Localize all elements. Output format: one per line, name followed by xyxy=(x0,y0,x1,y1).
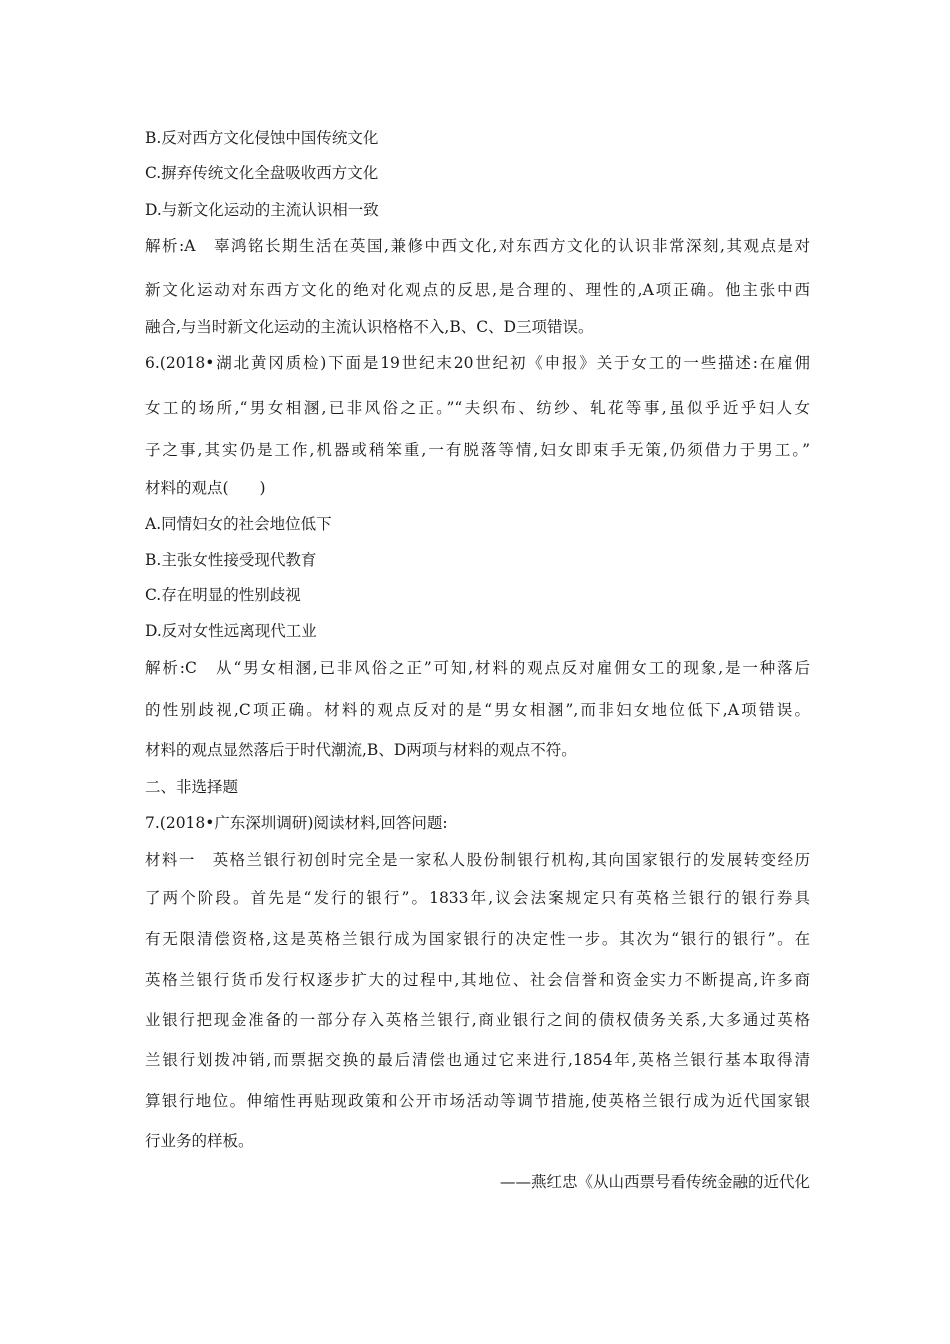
q6-stem-line-3: 子之事,其实仍是工作,机器或稍笨重,一有脱落等情,妇女即束手无策,仍须借力于男工。” xyxy=(145,441,810,459)
q5-analysis-line-1: 解析:A 辜鸿铭长期生活在英国,兼修中西文化,对东西方文化的认识非常深刻,其观点是对 xyxy=(145,237,810,255)
q6-stem-line-4: 材料的观点( ) xyxy=(145,479,266,497)
q7-material-line-8: 行业务的样板。 xyxy=(145,1132,254,1150)
q6-stem-line-2: 女工的场所,“男女相溷,已非风俗之正。”“夫织布、纺纱、轧花等事,虽似乎近乎妇人女 xyxy=(145,399,810,417)
q7-material-source: ——燕红忠《从山西票号看传统金融的近代化 xyxy=(499,1173,810,1191)
q5-option-c: C.摒弃传统文化全盘吸收西方文化 xyxy=(145,164,379,182)
q6-stem-line-1: 6.(2018•湖北黄冈质检)下面是19世纪末20世纪初《申报》关于女工的一些描述:在雇佣 xyxy=(145,354,810,372)
q7-material-line-5: 业银行把现金准备的一部分存入英格兰银行,商业银行之间的债权债务关系,大多通过英格 xyxy=(145,1011,810,1029)
q7-material-line-3: 有无限清偿资格,这是英格兰银行成为国家银行的决定性一步。其次为“银行的银行”。在 xyxy=(145,930,810,948)
q6-option-c: C.存在明显的性别歧视 xyxy=(145,586,301,604)
q5-option-b: B.反对西方文化侵蚀中国传统文化 xyxy=(145,129,379,147)
section-heading: 二、非选择题 xyxy=(145,778,239,796)
q7-material-line-6: 兰银行划拨冲销,而票据交换的最后清偿也通过它来进行,1854年,英格兰银行基本取得清 xyxy=(145,1051,810,1069)
q6-option-d: D.反对女性远离现代工业 xyxy=(145,622,317,640)
q6-analysis-line-1: 解析:C 从“男女相溷,已非风俗之正”可知,材料的观点反对雇佣女工的现象,是一种落后 xyxy=(145,659,810,677)
q7-stem: 7.(2018•广东深圳调研)阅读材料,回答问题: xyxy=(145,814,448,832)
q6-option-b: B.主张女性接受现代教育 xyxy=(145,551,317,569)
q7-material-line-2: 了两个阶段。首先是“发行的银行”。1833年,议会法案规定只有英格兰银行的银行券具 xyxy=(145,889,810,907)
q5-option-d: D.与新文化运动的主流认识相一致 xyxy=(145,201,379,219)
q7-material-line-7: 算银行地位。伸缩性再贴现政策和公开市场活动等调节措施,使英格兰银行成为近代国家银 xyxy=(145,1092,810,1110)
q5-analysis-line-2: 新文化运动对东西方文化的绝对化观点的反思,是合理的、理性的,A项正确。他主张中西 xyxy=(145,281,810,299)
q7-material-line-4: 英格兰银行货币发行权逐步扩大的过程中,其地位、社会信誉和资金实力不断提高,许多商 xyxy=(145,971,810,989)
q5-analysis-line-3: 融合,与当时新文化运动的主流认识格格不入,B、C、D三项错误。 xyxy=(145,318,594,336)
q6-analysis-line-3: 材料的观点显然落后于时代潮流,B、D两项与材料的观点不符。 xyxy=(145,741,577,759)
q6-analysis-line-2: 的性别歧视,C项正确。材料的观点反对的是“男女相溷”,而非妇女地位低下,A项错误。 xyxy=(145,701,810,719)
q7-material-line-1: 材料一 英格兰银行初创时完全是一家私人股份制银行机构,其向国家银行的发展转变经历 xyxy=(145,851,810,869)
q6-option-a: A.同情妇女的社会地位低下 xyxy=(145,515,332,533)
